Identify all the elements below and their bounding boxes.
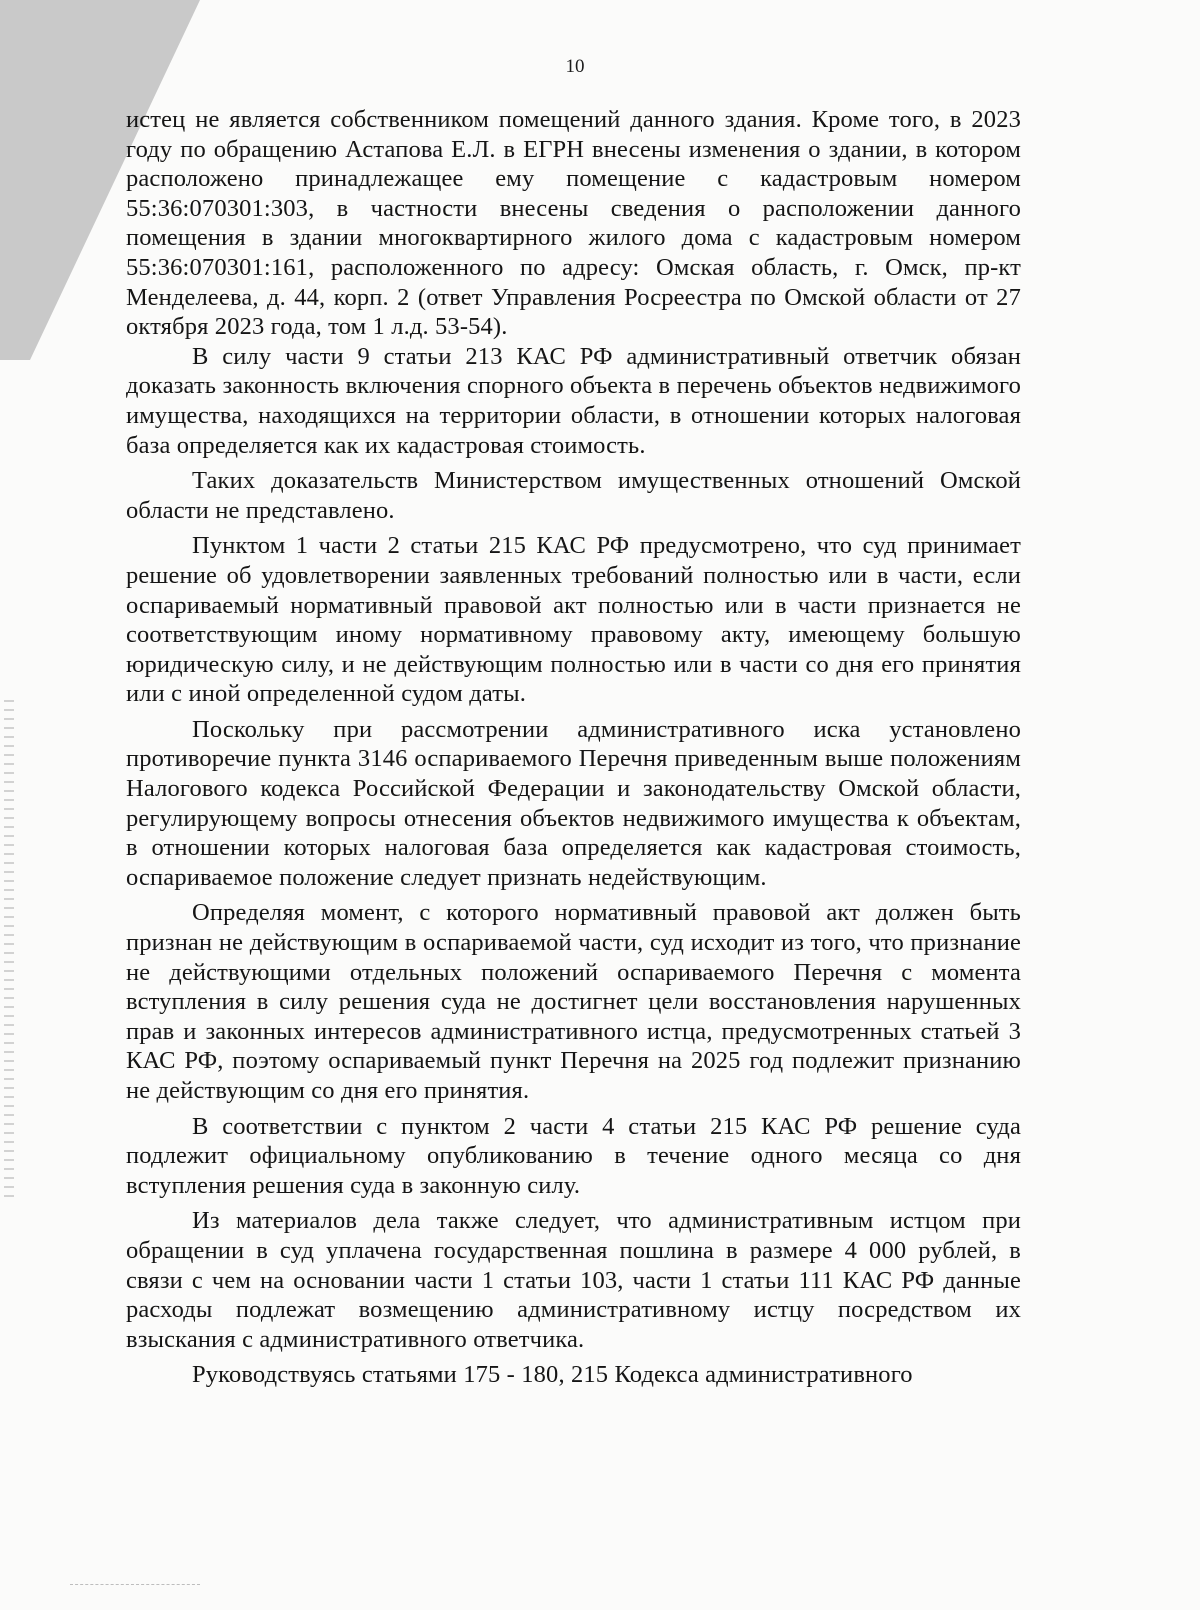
paragraph-2: В силу части 9 статьи 213 КАС РФ административный ответчик обязан доказать законность включения спорного объекта в перечень объектов недвижимого имущества, находящихся на территории области, в отношении которых налоговая база определяется как их кадастровая стоимость. [126, 342, 1021, 459]
scan-edge-artifact [4, 700, 14, 1200]
paragraph-7: В соответствии с пунктом 2 части 4 статьи 215 КАС РФ решение суда подлежит официальному опубликованию в течение одного месяца со дня вступления решения суда в законную силу. [126, 1112, 1021, 1199]
paragraph-4: Пунктом 1 части 2 статьи 215 КАС РФ предусмотрено, что суд принимает решение об удовлетворении заявленных требований полностью или в части, если оспариваемый нормативный правовой акт полностью или в части признается не соответствующим иному нормативному правовому акту, имеющему большую юридическую силу, и не действующим полностью или в части со дня его принятия или с иной определенной судом даты. [126, 532, 1021, 708]
paragraph-5: Поскольку при рассмотрении административного иска установлено противоречие пункта 3146 оспариваемого Перечня приведенным выше положениям Налогового кодекса Российской Федерации и законодательству Омской области, регулирующему вопросы отнесения объектов недвижимого имущества к объектам, в отношении которых налоговая база определяется как кадастровая стоимость, оспариваемое положение следует признать недействующим. [126, 715, 1021, 891]
scan-bottom-artifact [70, 1584, 200, 1585]
page-number: 10 [565, 56, 585, 77]
paragraph-8: Из материалов дела также следует, что административным истцом при обращении в суд уплачена государственная пошлина в размере 4 000 рублей, в связи с чем на основании части 1 статьи 103, части 1 статьи 111 КАС РФ данные расходы подлежат возмещению административному истцу посредством их взыскания с административного ответчика. [126, 1207, 1021, 1353]
paragraph-1: истец не является собственником помещений данного здания. Кроме того, в 2023 году по обращению Астапова Е.Л. в ЕГРН внесены изменения о здании, в котором расположено принадлежащее ему помещение с кадастровым номером 55:36:070301:303, в частности внесены сведения о расположении данного помещения в здании многоквартирного жилого дома с кадастровым номером 55:36:070301:161, расположенного по адресу: Омская область, г. Омск, пр-кт Менделеева, д. 44, корп. 2 (ответ Управления Росреестра по Омской области от 27 октября 2023 года, том 1 л.д. 53-54). [126, 106, 1021, 341]
paragraph-6: Определяя момент, с которого нормативный правовой акт должен быть признан не действующим в оспариваемой части, суд исходит из того, что признание не действующими отдельных положений оспариваемого Перечня с момента вступления в силу решения суда не достигнет цели восстановления нарушенных прав и законных интересов административного истца, предусмотренных статьей 3 КАС РФ, поэтому оспариваемый пункт Перечня на 2025 год подлежит признанию не действующим со дня его принятия. [126, 899, 1021, 1104]
document-body [126, 105, 1021, 1390]
paragraph-3: Таких доказательств Министерством имущественных отношений Омской области не представлено. [126, 467, 1021, 524]
paragraph-9: Руководствуясь статьями 175 - 180, 215 Кодекса административного [192, 1361, 913, 1389]
